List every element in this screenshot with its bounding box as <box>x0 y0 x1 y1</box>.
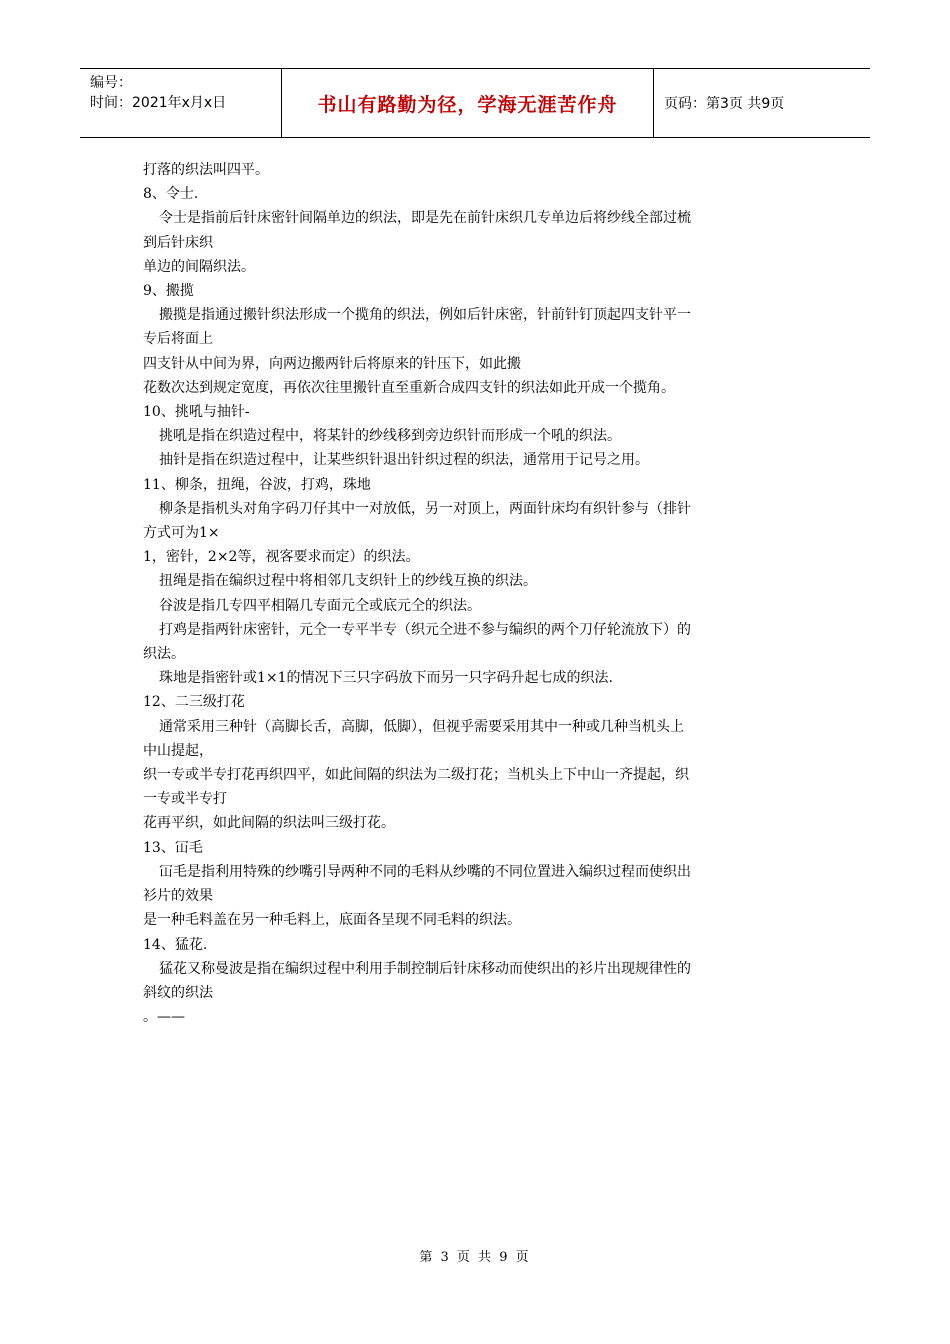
body-line: 方式可为1× <box>143 525 220 542</box>
page-header <box>80 68 870 138</box>
body-line: 通常采用三种针（高脚长舌，高脚，低脚），但视乎需要采用其中一种或几种当机头上 <box>159 718 684 735</box>
body-line: 抽针是指在织造过程中，让某些织针退出针织过程的织法，通常用于记号之用。 <box>159 452 649 469</box>
body-line: 冚毛是指利用特殊的纱嘴引导两种不同的毛料从纱嘴的不同位置进入编织过程而使织出 <box>159 863 691 880</box>
body-line: 衫片的效果 <box>143 888 213 905</box>
body-line: 搬揽是指通过搬针织法形成一个揽角的织法，例如后针床密，针前针钉顶起四支针平一 <box>159 307 691 324</box>
body-line: 猛花又称曼波是指在编织过程中利用手制控制后针床移动而使织出的衫片出现规律性的 <box>159 960 691 977</box>
body-line: 13、冚毛 <box>143 839 203 856</box>
body-line: 谷波是指几专四平相隔几专面元仝或底元仝的织法。 <box>159 597 481 614</box>
body-line: 是一种毛料盖在另一种毛料上，底面各呈现不同毛料的织法。 <box>143 912 521 929</box>
body-line: 一专或半专打 <box>143 791 227 808</box>
body-line: 14、猛花. <box>143 936 208 953</box>
body-line: 四支针从中间为界，向两边搬两针后将原来的针压下，如此搬 <box>143 355 521 372</box>
body-line: 12、二三级打花 <box>143 694 245 711</box>
body-line: 9、搬揽 <box>143 283 194 300</box>
body-line: 令士是指前后针床密针间隔单边的织法，即是先在前针床织几专单边后将纱线全部过梳 <box>159 210 691 227</box>
body-line: 中山提起， <box>143 742 213 759</box>
header-page-info: 页码：第3页 共9页 <box>664 96 785 112</box>
body-line: 挑吼是指在织造过程中，将某针的纱线移到旁边织针而形成一个吼的织法。 <box>159 428 621 445</box>
body-line: 到后针床织 <box>143 234 213 251</box>
page-footer: 第 3 页 共 9 页 <box>419 1250 531 1265</box>
body-line: 花再平织，如此间隔的织法叫三级打花。 <box>143 815 395 832</box>
body-line: 花数次达到规定宽度，再依次往里搬针直至重新合成四支针的织法如此开成一个揽角。 <box>143 379 675 396</box>
header-left-cell <box>80 69 282 137</box>
body-line: 专后将面上 <box>143 331 213 348</box>
document-number-label: 编号： <box>90 75 132 91</box>
body-line: 珠地是指密针或1×1的情况下三只字码放下而另一只字码升起七成的织法. <box>159 670 613 687</box>
header-motto: 书山有路勤为径，学海无涯苦作舟 <box>282 69 654 137</box>
body-line: 打落的织法叫四平。 <box>143 162 269 178</box>
body-line: 8、令士. <box>143 186 199 203</box>
body-line: 扭绳是指在编织过程中将相邻几支织针上的纱线互换的织法。 <box>159 573 537 590</box>
body-line: 单边的间隔织法。 <box>143 258 255 275</box>
body-line: 柳条是指机头对角字码刀仔其中一对放低，另一对顶上，两面针床均有织针参与（排针 <box>159 500 691 517</box>
body-line: 织法。 <box>143 646 185 663</box>
document-body <box>143 158 808 1029</box>
body-line: 10、挑吼与抽针- <box>143 404 250 421</box>
body-line: 11、柳条，扭绳，谷波，打鸡，珠地 <box>143 476 371 493</box>
body-line: 打鸡是指两针床密针，元仝一专平半专（织元仝进不参与编织的两个刀仔轮流放下）的 <box>159 621 691 638</box>
body-line: 斜纹的织法 <box>143 984 213 1001</box>
body-line: 织一专或半专打花再织四平，如此间隔的织法为二级打花；当机头上下中山一齐提起，织 <box>143 767 689 784</box>
body-line: 。—— <box>143 1009 185 1026</box>
body-line: 1，密针，2×2等，视客要求而定）的织法。 <box>143 549 420 566</box>
document-date: 时间：2021年x月x日 <box>90 95 227 111</box>
